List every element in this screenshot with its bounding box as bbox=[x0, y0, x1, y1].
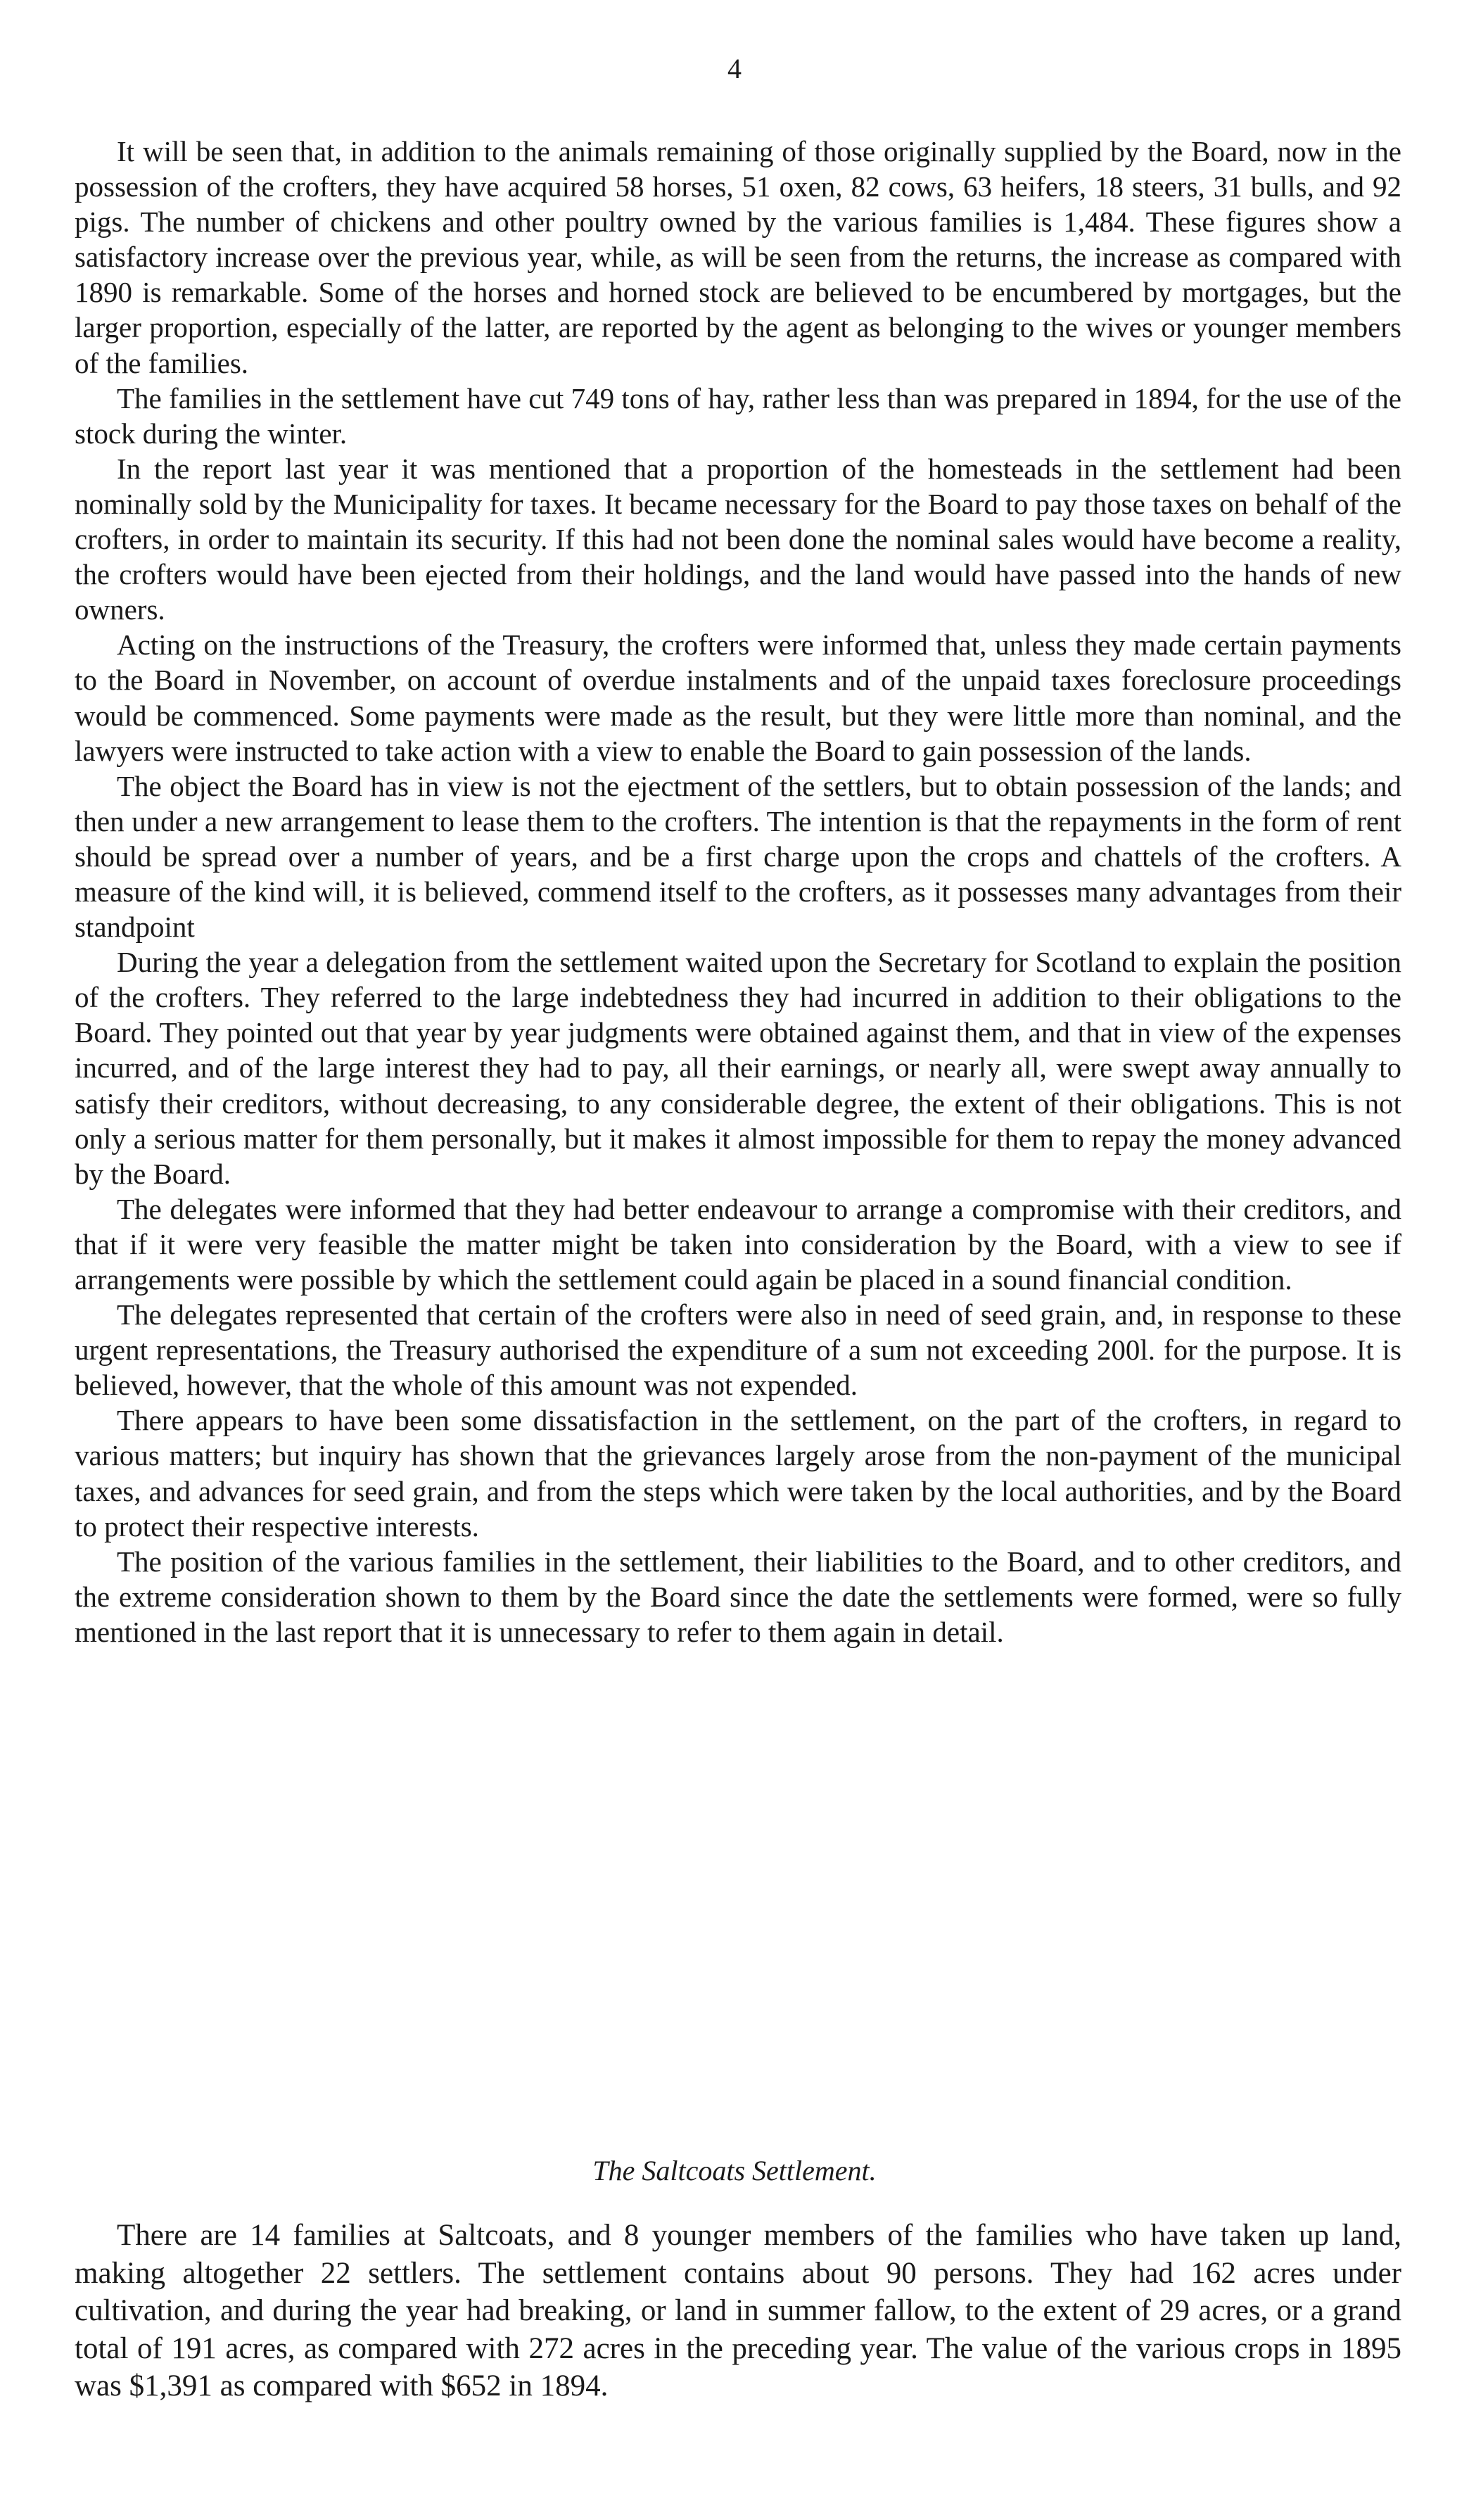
paragraph-saltcoats: There are 14 families at Saltcoats, and 8 younger members of the families who have taken up land, making altogether 22 settlers. The settlement contains about 90 persons. They had 162 acres under cultivation, and during the year had breaking, or land in summer fallow, to the extent of 29 acres, or a grand total of 191 acres, as compared with 272 acres in the preceding year. The value of the various crops in 1895 was $1,391 as compared with $652 in 1894. bbox=[75, 2219, 1401, 2402]
paragraph-position: The position of the various families in the settlement, their liabilities to the Board, and to other creditors, and the extreme consideration shown to them by the Board since the date the settlements were formed, were so fully mentioned in the last report that it is unnecessary to refer to them again in detail. bbox=[75, 1545, 1401, 1648]
paragraph-treasury-instructions: Acting on the instructions of the Treasury, the crofters were informed that, unless they made certain payments to the Board in November, on account of overdue instalments and of the unpaid taxes foreclosure proceedings would be commenced. Some payments were made as the result, but they were little more than nominal, and the lawyers were instructed to take action with a view to enable the Board to gain possession of the lands. bbox=[75, 628, 1401, 767]
paragraph-livestock: It will be seen that, in addition to the animals remaining of those originally supplied by the Board, now in the possession of the crofters, they have acquired 58 horses, 51 oxen, 82 cows, 63 heifers, 18 steers, 31 bulls, and 92 pigs. The number of chickens and other poultry owned by the various families is 1,484. These figures show a satisfactory increase over the previous year, while, as will be seen from the returns, the increase as compared with 1890 is remarkable. Some of the horses and horned stock are believed to be encumbered by mortgages, but the larger proportion, especially of the latter, are reported by the agent as belonging to the wives or younger members of the families. bbox=[75, 135, 1401, 379]
page-number: 4 bbox=[727, 53, 742, 84]
paragraph-hay: The families in the settlement have cut 749 tons of hay, rather less than was prepared in 1894, for the use of the stock during the winter. bbox=[75, 381, 1401, 450]
paragraph-taxes: In the report last year it was mentioned that a proportion of the homesteads in the settlement had been nominally sold by the Municipality for taxes. It became necessary for the Board to pay those taxes on behalf of the crofters, in order to maintain its security. If this had not been done the nominal sales would have become a reality, the crofters would have been ejected from their holdings, and the land would have passed into the hands of new owners. bbox=[75, 452, 1401, 626]
paragraph-compromise: The delegates were informed that they had better endeavour to arrange a compromise with their creditors, and that if it were very feasible the matter might be taken into consideration by the Board, with a view to see if arrangements were possible by which the settlement could again be placed in a sound financial condition. bbox=[75, 1192, 1401, 1296]
saltcoats-section-text bbox=[75, 2217, 1401, 2405]
paragraph-delegation: During the year a delegation from the settlement waited upon the Secretary for Scotland to explain the position of the crofters. They referred to the large indebtedness they had incurred in addition to their obligations to the Board. They pointed out that year by year judgments were obtained against them, and that in view of the expenses incurred, and of the large interest they had to pay, all their earnings, or nearly all, were swept away annually to satisfy their creditors, without decreasing, to any considerable degree, the extent of their obligations. This is not only a serious matter for them personally, but it makes it almost impossible for them to repay the money advanced by the Board. bbox=[75, 946, 1401, 1190]
paragraph-seed-grain: The delegates represented that certain of the crofters were also in need of seed grain, and, in response to these urgent representations, the Treasury authorised the expenditure of a sum not exceeding 200l. for the purpose. It is believed, however, that the whole of this amount was not expended. bbox=[75, 1298, 1401, 1402]
paragraph-board-object: The object the Board has in view is not the ejectment of the settlers, but to obtain possession of the lands; and then under a new arrangement to lease them to the crofters. The intention is that the repayments in the form of rent should be spread over a number of years, and be a first charge upon the crops and chattels of the crofters. A measure of the kind will, it is believed, commend itself to the crofters, as it possesses many advantages from their standpoint bbox=[75, 769, 1401, 944]
paragraph-dissatisfaction: There appears to have been some dissatisfaction in the settlement, on the part of the crofters, in regard to various matters; but inquiry has shown that the grievances largely arose from the non-payment of the municipal taxes, and advances for seed grain, and from the steps which were taken by the local authorities, and by the Board to protect their respective interests. bbox=[75, 1404, 1401, 1543]
section-heading: The Saltcoats Settlement. bbox=[592, 2155, 877, 2186]
body-text bbox=[75, 134, 1401, 1650]
